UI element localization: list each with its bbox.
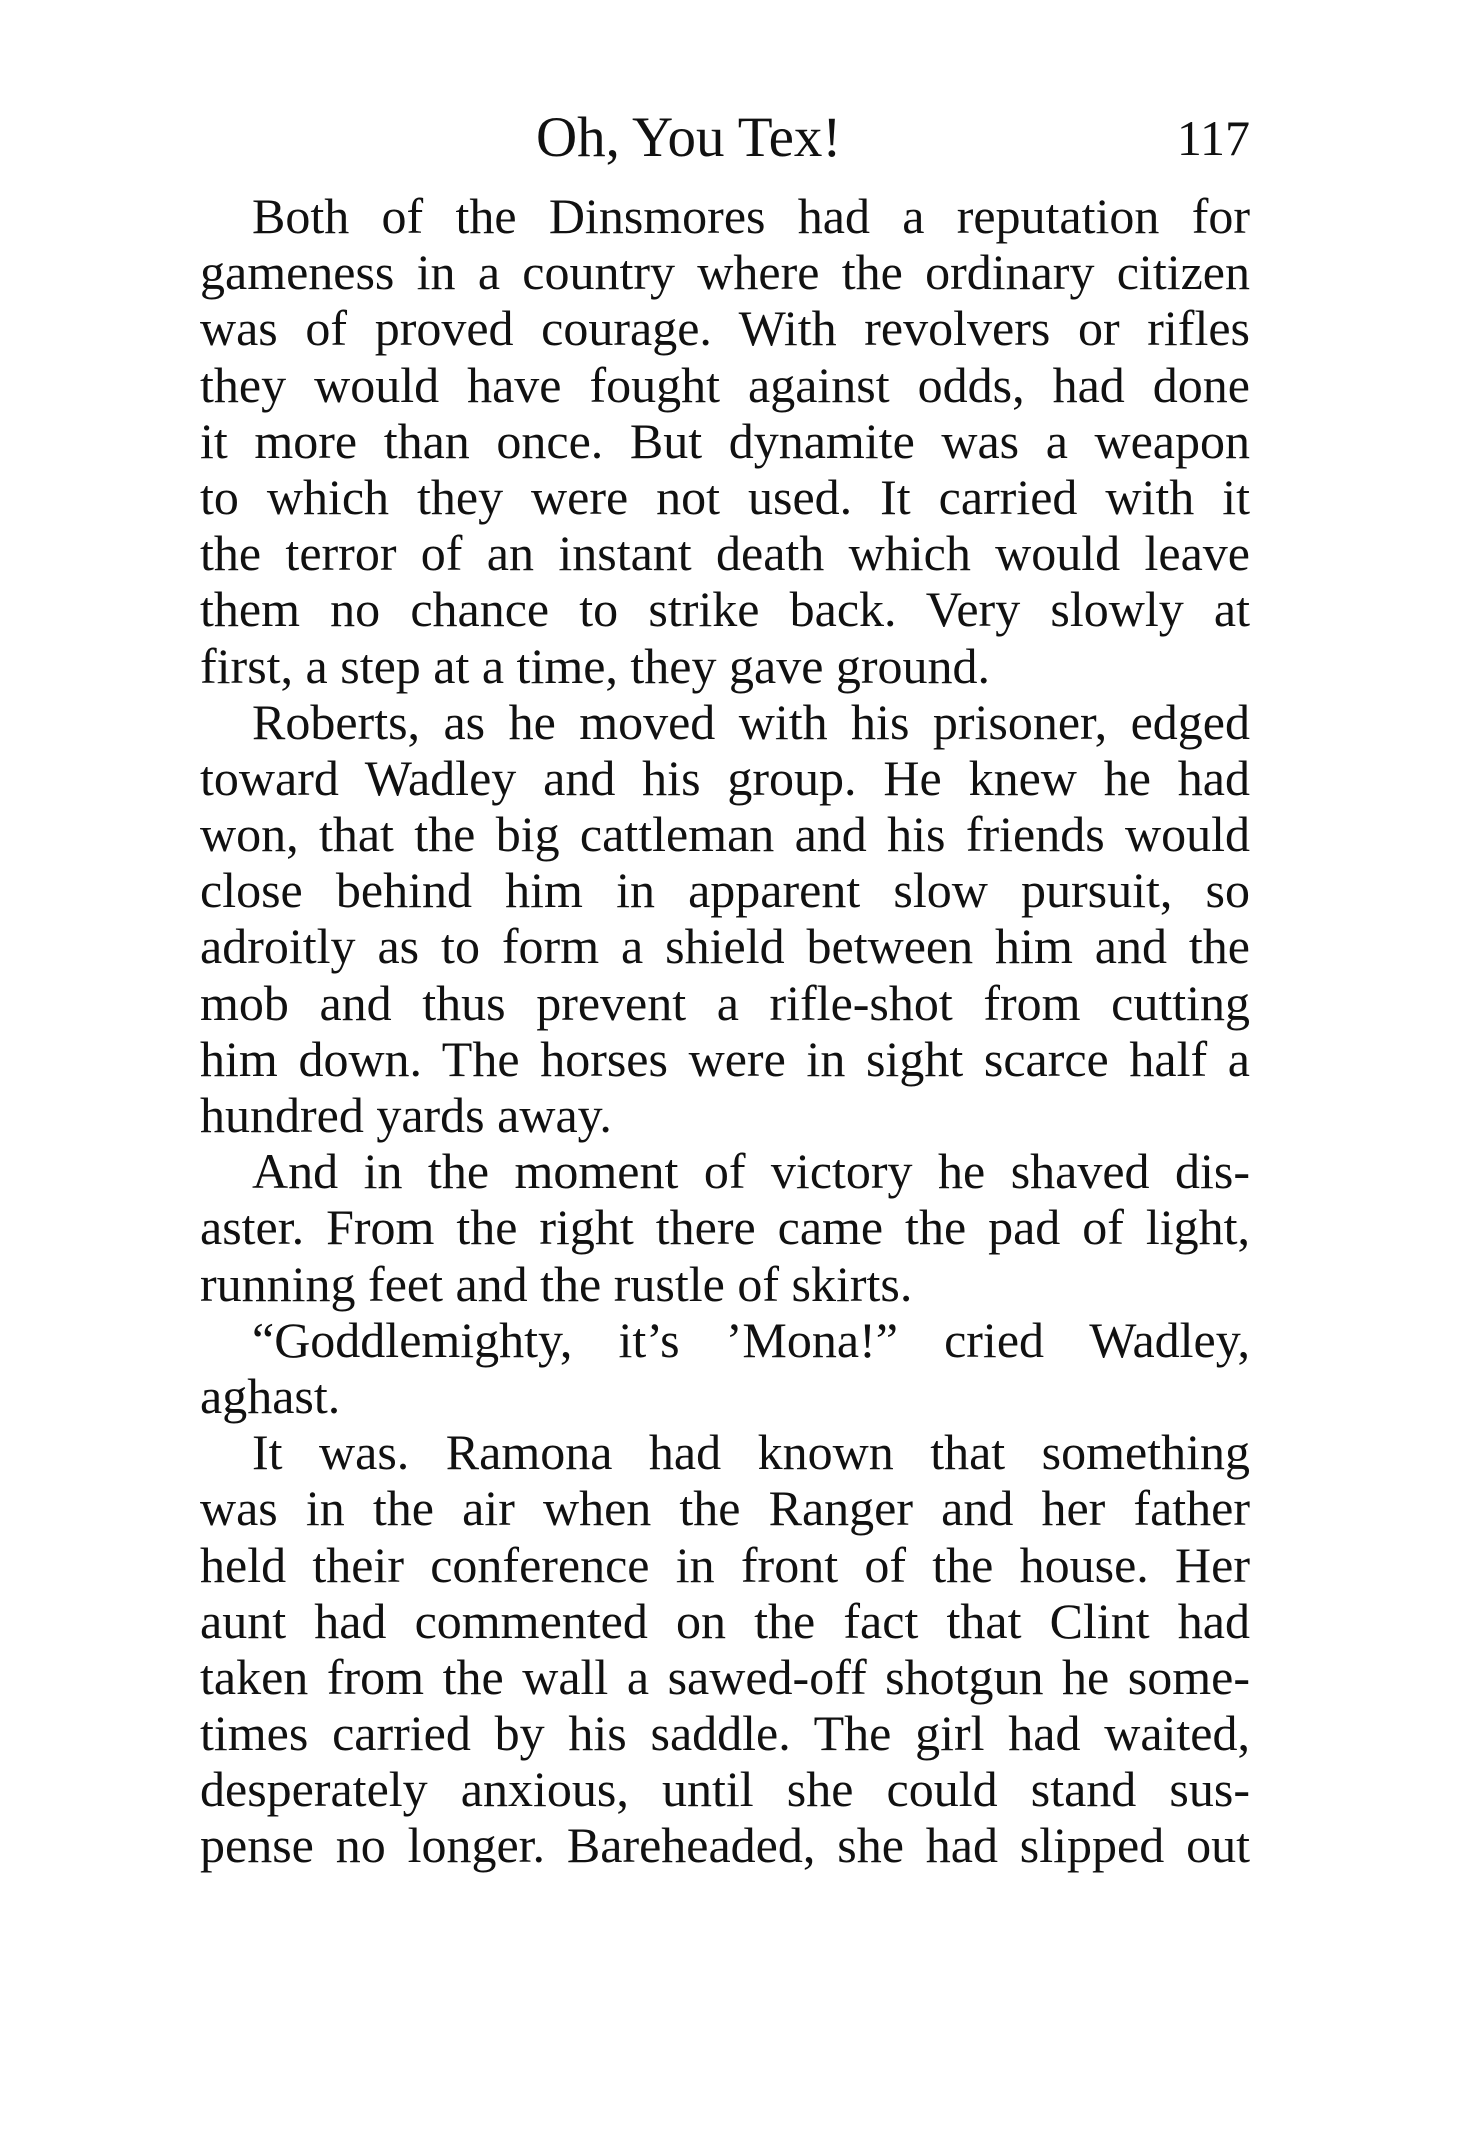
text-line: him down. The horses were in sight scarce half a (200, 1030, 1250, 1087)
text-line: And in the moment of victory he shaved dis- (252, 1143, 1250, 1200)
text-line: the terror of an instant death which would leave (200, 525, 1250, 582)
running-title: Oh, You Tex! (536, 106, 842, 169)
text-line: held their conference in front of the house. Her (200, 1536, 1250, 1593)
page-header (200, 98, 1250, 178)
text-line: aghast. (200, 1367, 341, 1424)
text-line: they would have fought against odds, had done (200, 356, 1250, 413)
text-line: running feet and the rustle of skirts. (200, 1255, 913, 1312)
text-line: It was. Ramona had known that something (252, 1424, 1250, 1481)
text-line: mob and thus prevent a rifle-shot from cutting (200, 974, 1250, 1031)
text-line: adroitly as to form a shield between him and the (200, 918, 1250, 975)
text-line: Roberts, as he moved with his prisoner, edged (252, 693, 1250, 750)
text-line: first, a step at a time, they gave ground. (200, 637, 991, 694)
text-line: “Goddlemighty, it’s ’Mona!” cried Wadley, (252, 1311, 1250, 1368)
text-line: toward Wadley and his group. He knew he had (200, 749, 1250, 806)
text-line: aster. From the right there came the pad of light, (200, 1199, 1250, 1256)
text-line: close behind him in apparent slow pursuit, so (200, 862, 1250, 919)
text-line: to which they were not used. It carried with it (200, 468, 1250, 525)
text-line: desperately anxious, until she could stand sus- (200, 1761, 1250, 1818)
text-line: pense no longer. Bareheaded, she had slipped out (200, 1817, 1250, 1874)
text-line: aunt had commented on the fact that Clint had (200, 1592, 1250, 1649)
text-line: was of proved courage. With revolvers or rifles (200, 300, 1250, 357)
text-line: them no chance to strike back. Very slowly at (200, 581, 1250, 638)
page-number: 117 (1176, 110, 1250, 166)
text-line: gameness in a country where the ordinary citizen (200, 244, 1250, 301)
text-line: was in the air when the Ranger and her father (200, 1480, 1250, 1537)
text-line: taken from the wall a sawed-off shotgun he some- (200, 1648, 1250, 1705)
text-line: won, that the big cattleman and his friends would (200, 806, 1250, 863)
text-line: times carried by his saddle. The girl had waited, (200, 1705, 1250, 1762)
text-line: Both of the Dinsmores had a reputation for (252, 188, 1250, 244)
text-line: hundred yards away. (200, 1087, 612, 1143)
text-line: it more than once. But dynamite was a weapon (200, 412, 1250, 469)
body-text (200, 188, 1250, 1874)
